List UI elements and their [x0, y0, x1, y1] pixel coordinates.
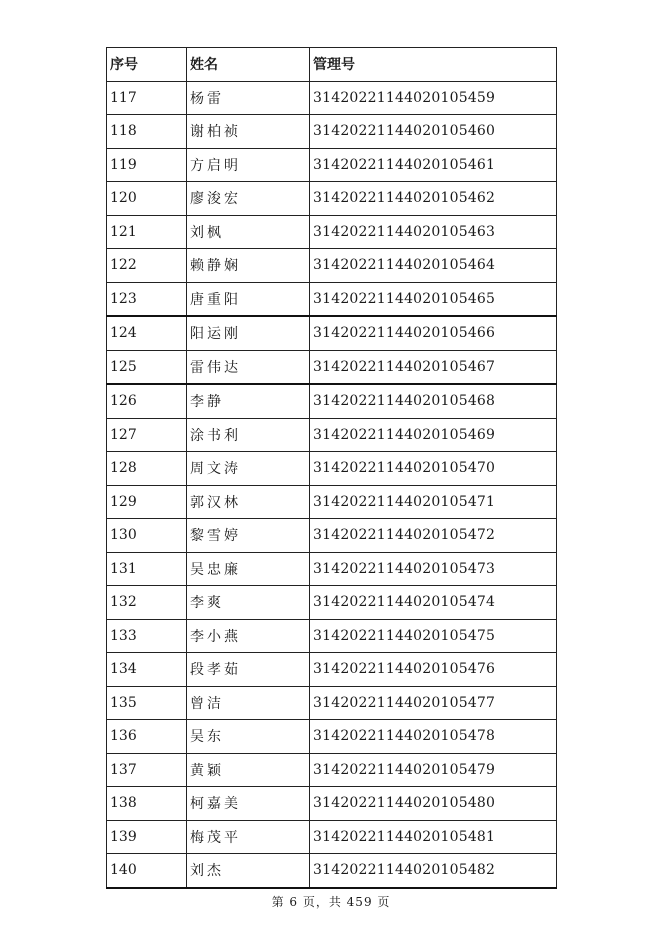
- roster-table: [106, 47, 557, 889]
- seq-cell: 117: [107, 81, 187, 115]
- seq-cell: 130: [107, 519, 187, 553]
- mgmt-no-cell: 31420221144020105481: [310, 820, 557, 854]
- seq-cell: 121: [107, 215, 187, 249]
- seq-cell: 122: [107, 249, 187, 283]
- seq-cell: 125: [107, 350, 187, 384]
- mgmt-no-cell: 31420221144020105479: [310, 753, 557, 787]
- page-number-footer: 第 6 页，共 459 页: [271, 895, 391, 909]
- mgmt-no-cell: 31420221144020105459: [310, 81, 557, 115]
- table-row: [107, 753, 557, 787]
- mgmt-no-cell: 31420221144020105470: [310, 452, 557, 486]
- table-row: [107, 787, 557, 821]
- table-row: [107, 586, 557, 620]
- name-cell: 刘枫: [187, 215, 310, 249]
- name-cell: 李小燕: [187, 619, 310, 653]
- name-cell: 杨雷: [187, 81, 310, 115]
- name-cell: 涂书利: [187, 418, 310, 452]
- name-cell: 赖静娴: [187, 249, 310, 283]
- seq-cell: 135: [107, 686, 187, 720]
- name-cell: 柯嘉美: [187, 787, 310, 821]
- seq-cell: 123: [107, 282, 187, 316]
- table-row: [107, 653, 557, 687]
- mgmt-no-cell: 31420221144020105467: [310, 350, 557, 384]
- table-body: [107, 81, 557, 888]
- header-name: 姓名: [187, 48, 310, 82]
- seq-cell: 134: [107, 653, 187, 687]
- mgmt-no-cell: 31420221144020105473: [310, 552, 557, 586]
- name-cell: 方启明: [187, 148, 310, 182]
- mgmt-no-cell: 31420221144020105478: [310, 720, 557, 754]
- mgmt-no-cell: 31420221144020105469: [310, 418, 557, 452]
- seq-cell: 139: [107, 820, 187, 854]
- mgmt-no-cell: 31420221144020105472: [310, 519, 557, 553]
- mgmt-no-cell: 31420221144020105474: [310, 586, 557, 620]
- name-cell: 雷伟达: [187, 350, 310, 384]
- table-row: [107, 820, 557, 854]
- mgmt-no-cell: 31420221144020105475: [310, 619, 557, 653]
- mgmt-no-cell: 31420221144020105477: [310, 686, 557, 720]
- table-row: [107, 686, 557, 720]
- mgmt-no-cell: 31420221144020105464: [310, 249, 557, 283]
- mgmt-no-cell: 31420221144020105468: [310, 384, 557, 418]
- table-row: [107, 182, 557, 216]
- mgmt-no-cell: 31420221144020105476: [310, 653, 557, 687]
- seq-cell: 132: [107, 586, 187, 620]
- seq-cell: 120: [107, 182, 187, 216]
- table-row: [107, 350, 557, 384]
- seq-cell: 128: [107, 452, 187, 486]
- table-row: [107, 81, 557, 115]
- name-cell: 李爽: [187, 586, 310, 620]
- seq-cell: 124: [107, 316, 187, 350]
- name-cell: 黄颖: [187, 753, 310, 787]
- table-row: [107, 720, 557, 754]
- name-cell: 郭汉林: [187, 485, 310, 519]
- seq-cell: 138: [107, 787, 187, 821]
- header-row: [107, 48, 557, 82]
- name-cell: 唐重阳: [187, 282, 310, 316]
- table-row: [107, 452, 557, 486]
- name-cell: 周文涛: [187, 452, 310, 486]
- name-cell: 曾洁: [187, 686, 310, 720]
- table-row: [107, 519, 557, 553]
- seq-cell: 118: [107, 115, 187, 149]
- table-row: [107, 115, 557, 149]
- table-row: [107, 485, 557, 519]
- name-cell: 吴忠廉: [187, 552, 310, 586]
- name-cell: 李静: [187, 384, 310, 418]
- seq-cell: 136: [107, 720, 187, 754]
- seq-cell: 129: [107, 485, 187, 519]
- mgmt-no-cell: 31420221144020105466: [310, 316, 557, 350]
- name-cell: 吴东: [187, 720, 310, 754]
- mgmt-no-cell: 31420221144020105482: [310, 854, 557, 888]
- table-row: [107, 552, 557, 586]
- name-cell: 廖浚宏: [187, 182, 310, 216]
- seq-cell: 126: [107, 384, 187, 418]
- mgmt-no-cell: 31420221144020105460: [310, 115, 557, 149]
- seq-cell: 140: [107, 854, 187, 888]
- header-seq: 序号: [107, 48, 187, 82]
- seq-cell: 119: [107, 148, 187, 182]
- mgmt-no-cell: 31420221144020105465: [310, 282, 557, 316]
- mgmt-no-cell: 31420221144020105461: [310, 148, 557, 182]
- table-row: [107, 619, 557, 653]
- name-cell: 黎雪婷: [187, 519, 310, 553]
- seq-cell: 131: [107, 552, 187, 586]
- seq-cell: 127: [107, 418, 187, 452]
- name-cell: 刘杰: [187, 854, 310, 888]
- header-mgmt-no: 管理号: [310, 48, 557, 82]
- table-row: [107, 854, 557, 888]
- table-row: [107, 282, 557, 316]
- table-row: [107, 418, 557, 452]
- name-cell: 谢柏祯: [187, 115, 310, 149]
- table-row: [107, 148, 557, 182]
- mgmt-no-cell: 31420221144020105480: [310, 787, 557, 821]
- seq-cell: 133: [107, 619, 187, 653]
- table-row: [107, 215, 557, 249]
- seq-cell: 137: [107, 753, 187, 787]
- mgmt-no-cell: 31420221144020105471: [310, 485, 557, 519]
- table-row: [107, 316, 557, 350]
- name-cell: 梅茂平: [187, 820, 310, 854]
- table-row: [107, 384, 557, 418]
- mgmt-no-cell: 31420221144020105462: [310, 182, 557, 216]
- name-cell: 段孝茹: [187, 653, 310, 687]
- table-row: [107, 249, 557, 283]
- name-cell: 阳运刚: [187, 316, 310, 350]
- mgmt-no-cell: 31420221144020105463: [310, 215, 557, 249]
